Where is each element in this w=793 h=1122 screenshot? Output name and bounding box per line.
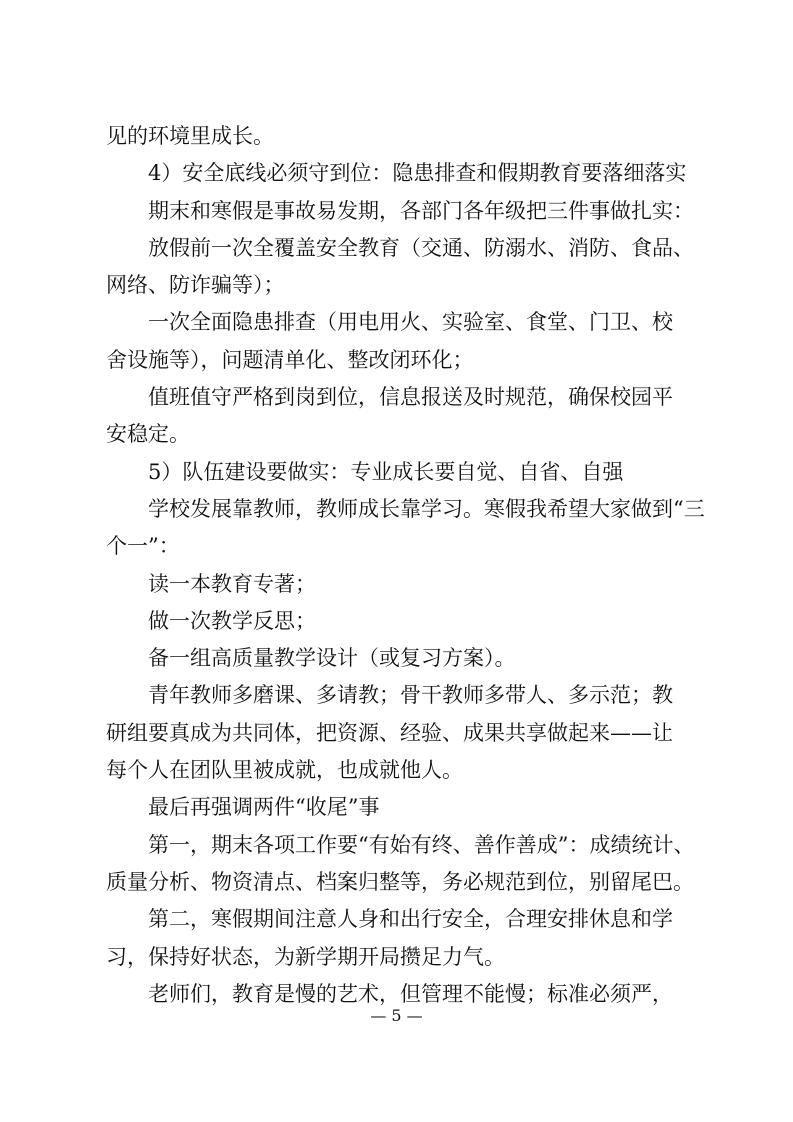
- paragraph-line: 期末和寒假是事故易发期，各部门各年级把三件事做扎实：: [148, 198, 694, 223]
- paragraph-line: 第一，期末各项工作要“有始有终、善作善成”：成绩统计、: [148, 832, 695, 857]
- paragraph-line: 安稳定。: [106, 422, 190, 447]
- paragraph-line: 质量分析、物资清点、档案归整等，务必规范到位，别留尾巴。: [106, 869, 694, 894]
- list-item: 做一次教学反思；: [148, 608, 316, 633]
- paragraph-line: 老师们，教育是慢的艺术，但管理不能慢；标准必须严，: [148, 981, 673, 1006]
- paragraph-line: 个一”：: [106, 534, 180, 559]
- paragraph-line: 每个人在团队里被成就，也成就他人。: [106, 758, 463, 783]
- paragraph-line: 第二，寒假期间注意人身和出行安全，合理安排休息和学: [148, 907, 673, 932]
- paragraph-line: 网络、防诈骗等）；: [106, 273, 285, 298]
- paragraph-line: 研组要真成为共同体，把资源、经验、成果共享做起来——让: [106, 720, 673, 745]
- paragraph-line: 放假前一次全覆盖安全教育（交通、防溺水、消防、食品、: [148, 235, 694, 260]
- paragraph-line: 学校发展靠教师，教师成长靠学习。寒假我希望大家做到“三: [148, 496, 705, 521]
- paragraph-line: 见的环境里成长。: [106, 124, 274, 148]
- paragraph-line: 习，保持好状态，为新学期开局攒足力气。: [106, 944, 505, 969]
- paragraph-line: 青年教师多磨课、多请教；骨干教师多带人、多示范；教: [148, 683, 673, 708]
- paragraph-line: 一次全面隐患排查（用电用火、实验室、食堂、门卫、校: [148, 310, 673, 335]
- list-item: 备一组高质量教学设计（或复习方案）。: [148, 646, 516, 671]
- list-item: 读一本教育专著；: [148, 571, 316, 596]
- body-text: [106, 118, 705, 1013]
- section-heading-closing: 最后再强调两件“收尾”事: [148, 795, 380, 820]
- section-heading-team: 5）队伍建设要做实：专业成长要自觉、自省、自强: [148, 459, 624, 484]
- paragraph-line: 值班值守严格到岗到位，信息报送及时规范，确保校园平: [148, 385, 673, 410]
- section-heading-safety: 4）安全底线必须守到位：隐患排查和假期教育要落细落实: [148, 161, 687, 186]
- paragraph-line: 舍设施等），问题清单化、整改闭环化；: [106, 347, 474, 372]
- page-number: — 5 —: [370, 1006, 423, 1025]
